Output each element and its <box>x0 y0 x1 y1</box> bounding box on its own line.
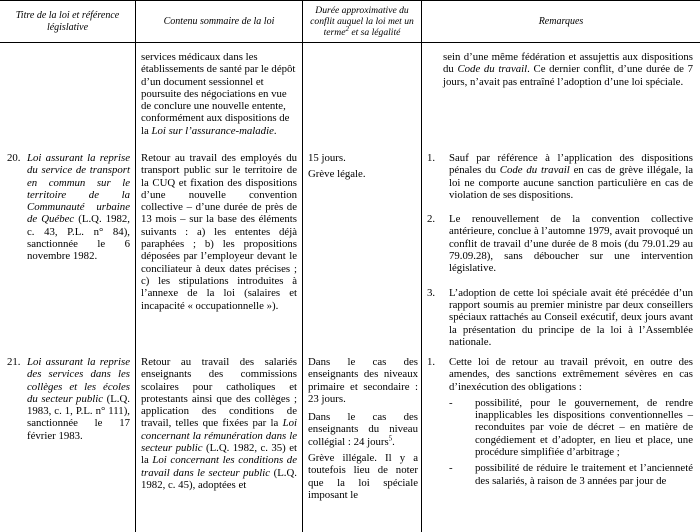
header-duration <box>303 0 421 43</box>
header-law-title <box>0 0 135 43</box>
column-divider-2 <box>302 0 303 532</box>
header-content <box>136 0 302 43</box>
row-21-legality: Grève illégale. Il y a toutefois lieu de noter que la loi spéciale imposant le <box>308 452 418 501</box>
header-remarks <box>422 0 700 43</box>
row-20-content: Retour au travail des employés du transport public sur le territoire de la CUQ et fixation des dispositions d’une nouvelle convention collective – d’une durée de près de 13 mois – sur la base des éléments suivants : a) les ententes déjà paraphées ; b) les propositions déposées par l’employeur devant le conciliateur à deux dates précises ; c) les stipulations introduites à l’annexe de la loi (salaires et incapacité « occupationnelle »). <box>141 152 297 312</box>
row-20-remarks <box>427 152 693 360</box>
row-20-remark-1: 1. Sauf par référence à l’application des dispositions pénales du Code du travail en cas de grève illégale, la loi ne comporte aucune sanction particulière en cas de violation de ses dispositions. <box>427 152 693 201</box>
column-divider-1 <box>135 0 136 532</box>
header-content-text: Contenu sommaire de la loi <box>163 15 275 27</box>
row-20-legality: Grève légale. <box>308 168 366 181</box>
row-20-remark-3: 3. L’adoption de cette loi spéciale avait été précédée d’un rapport soumis au premier ministre par deux conseillers spéciaux rattachés au Conseil exécutif, deux jours avant la présentation du principe de la loi à l’Assemblée nationale. <box>427 286 693 348</box>
row-21-content: Retour au travail des salariés enseignants des commissions scolaires pour catholiques et protestants ainsi que des collèges ; application des conditions de travail, telles que fixées par la Loi concernant la rémunération dans le secteur public (L.Q. 1982, c. 35) et la Loi concernant les conditions de travail dans le secteur public (L.Q. 1982, c. 45), adoptées et <box>141 356 297 491</box>
row-21-remark-1-item-2: - possibilité de réduire le traitement et l’ancienneté des salariés, à raison de 3 années par jour de <box>449 462 693 487</box>
row-20-number: 20. <box>7 152 21 164</box>
row-20-remark-2: 2. Le renouvellement de la convention collective antérieure, conclue à l’automne 1979, avait provoqué un conflit de travail d’une durée de 8 mois (du 79.01.29 au 79.09.28), sans déboucher sur une intervention législative. <box>427 213 693 275</box>
header-remarks-text: Remarques <box>538 15 584 27</box>
header-law-title-text: Titre de la loi et référence législative <box>15 10 120 33</box>
row-20-duration-value: 15 jours. <box>308 152 346 164</box>
row-21-duration-collegial: Dans le cas des enseignants du niveau collégial : 24 jours$^5$. <box>308 411 418 448</box>
row-21-duration <box>308 356 418 501</box>
row-21-remarks <box>427 356 693 491</box>
continued-remark-cell: sein d’une même fédération et assujettis aux dispositions du Code du travail. Ce dernier conflit, d’une durée de 7 jours, n’avait pas entraîné l’adoption d’une loi spéciale. <box>443 51 693 88</box>
row-21-duration-primary: Dans le cas des enseignants des niveaux primaire et secondaire : 23 jours. <box>308 356 418 405</box>
column-divider-3 <box>421 0 422 532</box>
header-duration-text: Durée approximative du conflit auquel la loi met un terme$^2$ et sa légalité <box>310 4 414 39</box>
row-20-duration <box>308 152 416 181</box>
row-20-law-title: Loi assurant la reprise du service de transport en commun sur le territoire de la Communauté urbaine de Québec (L.Q. 1982, c. 43, P.L. n° 84), sanctionnée le 6 novembre 1982. <box>27 152 130 263</box>
continued-content-cell: services médicaux dans les établissements de santé par le dépôt d’un document sessionnel et poursuite des négociations en vue de conclure une nouvelle entente, conformément aux dispositions de la Loi sur l’assurance-maladie. <box>141 51 296 137</box>
row-21-number: 21. <box>7 356 21 368</box>
row-21-remark-1: 1. Cette loi de retour au travail prévoit, en outre des amendes, des sanctions extrêmement sévères en cas d’inexécution des obligations : - possibilité, pour le gouvernement, de rendre inapplicables les dispositions conventionnelles – reconduites par voie de décret – en matière de congédiement et d’adopter, en lieu et place, une procédure simplifiée d’arbitrage ; - possibilité de réduire le traitement et l’ancienneté des salariés, à raison de 3 années par jour de <box>427 356 693 487</box>
row-21-law-title: Loi assurant la reprise des services dans les collèges et les écoles du secteur public (L.Q. 1983, c. 1, P.L. n° 111), sanctionnée le 17 février 1983. <box>27 356 130 442</box>
row-21-remark-1-item-1: - possibilité, pour le gouvernement, de rendre inapplicables les dispositions conventionnelles – reconduites par voie de décret – en matière de congédiement et d’adopter, en lieu et place, une procédure simplifiée d’arbitrage ; <box>449 396 693 459</box>
